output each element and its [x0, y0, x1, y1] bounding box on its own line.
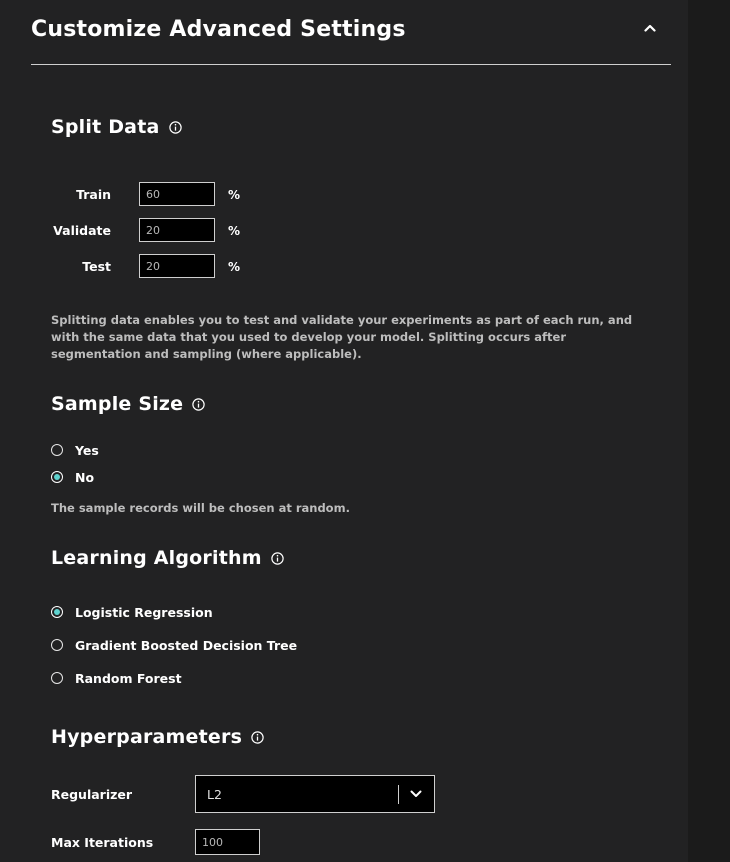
validate-label: Validate: [53, 223, 111, 238]
split-row-test: [40, 254, 260, 280]
learning-algorithm-title: Learning Algorithm: [51, 547, 262, 569]
radio-label: No: [75, 469, 95, 485]
split-data-title: Split Data: [51, 116, 160, 138]
algorithm-option-random-forest[interactable]: [51, 668, 182, 688]
radio-button[interactable]: [51, 639, 63, 651]
panel-header: [31, 0, 671, 65]
radio-label: Logistic Regression: [75, 604, 213, 620]
test-label: Test: [82, 259, 111, 274]
test-unit: %: [228, 260, 241, 274]
validate-unit: %: [228, 224, 241, 238]
sample-size-title: Sample Size: [51, 393, 184, 415]
split-row-validate: [40, 218, 260, 244]
hyperparameters-title: Hyperparameters: [51, 726, 243, 748]
max-iterations-input[interactable]: [195, 829, 260, 855]
sample-size-note: The sample records will be chosen at random.: [51, 501, 350, 515]
split-data-description: Splitting data enables you to test and validate your experiments as part of each run, and with the same data that you used to develop your model. Splitting occurs after segmentation and sampling (where applicable).: [51, 313, 633, 361]
radio-button-selected[interactable]: [51, 606, 63, 618]
radio-label: Random Forest: [75, 670, 182, 686]
select-divider: [398, 785, 399, 804]
info-icon[interactable]: [271, 552, 284, 565]
validate-input[interactable]: [139, 218, 215, 242]
radio-label: Gradient Boosted Decision Tree: [75, 637, 298, 653]
sample-size-option-no[interactable]: [51, 467, 94, 487]
train-label: Train: [76, 187, 111, 202]
radio-button-selected[interactable]: [51, 471, 63, 483]
sample-size-option-yes[interactable]: [51, 440, 99, 460]
test-input[interactable]: [139, 254, 215, 278]
split-data-heading: [51, 116, 182, 138]
max-iterations-label: Max Iterations: [51, 835, 154, 850]
regularizer-label: Regularizer: [51, 787, 133, 802]
algorithm-option-gradient-boosted-decision-tree[interactable]: [51, 635, 297, 655]
regularizer-selected-value: L2: [207, 787, 222, 802]
info-icon[interactable]: [251, 731, 264, 744]
chevron-down-icon[interactable]: [410, 789, 422, 799]
panel-title: Customize Advanced Settings: [31, 17, 406, 42]
chevron-up-icon[interactable]: [644, 22, 656, 34]
radio-label: Yes: [75, 442, 99, 458]
radio-button[interactable]: [51, 672, 63, 684]
regularizer-select[interactable]: [195, 775, 435, 813]
split-row-train: [40, 182, 260, 208]
sample-size-heading: [51, 393, 205, 415]
hyperparameters-heading: [51, 726, 264, 748]
radio-button[interactable]: [51, 444, 63, 456]
info-icon[interactable]: [169, 121, 182, 134]
algorithm-option-logistic-regression[interactable]: [51, 602, 213, 622]
info-icon[interactable]: [192, 398, 205, 411]
learning-algorithm-heading: [51, 547, 284, 569]
train-unit: %: [228, 188, 241, 202]
train-input[interactable]: [139, 182, 215, 206]
